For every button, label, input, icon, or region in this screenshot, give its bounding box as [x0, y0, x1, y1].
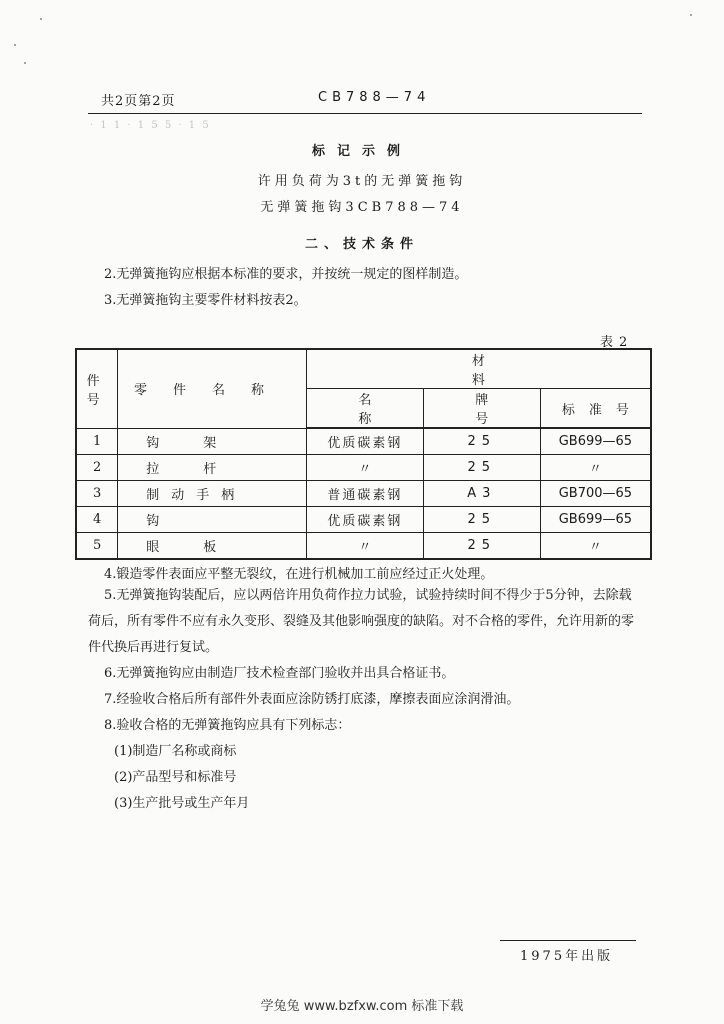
scan-speck [14, 44, 16, 46]
header-standard: 标准号 [540, 389, 651, 429]
cell-standard: GB699—65 [540, 507, 651, 533]
table-row [76, 507, 651, 533]
materials-table [75, 348, 652, 560]
cell-material: 优质碳素钢 [306, 507, 423, 533]
cell-standard: GB700—65 [540, 481, 651, 507]
header-part-name: 零件名称 [118, 349, 307, 428]
marking-item-1: (1)制造厂名称或商标 [114, 744, 237, 759]
header-material: 材料 [306, 349, 651, 389]
page-info: 共2页第2页 [101, 94, 176, 109]
standard-code-header: CB788—74 [318, 90, 431, 105]
table-label: 表2 [600, 335, 634, 350]
cell-part-no: 3 [76, 481, 118, 507]
scan-speck [690, 14, 692, 16]
cell-part-no: 4 [76, 507, 118, 533]
cell-standard: GB699—65 [540, 428, 651, 455]
cell-material: 优质碳素钢 [306, 428, 423, 455]
cell-grade: 25 [423, 533, 540, 560]
cell-grade: 25 [423, 428, 540, 455]
cell-part-no: 2 [76, 455, 118, 481]
example-line-2: 无弹簧拖钩3CB788—74 [260, 200, 464, 215]
table-row [76, 481, 651, 507]
clause-4: 4.锻造零件表面应平整无裂纹，在进行机械加工前应经过正火处理。 [104, 567, 494, 582]
cell-material: 〃 [306, 455, 423, 481]
clause-2: 2.无弹簧拖钩应根据本标准的要求，并按统一规定的图样制造。 [104, 267, 468, 282]
clause-6: 6.无弹簧拖钩应由制造厂技术检查部门验收并出具合格证书。 [104, 666, 455, 681]
section-title: 二、技术条件 [304, 237, 419, 252]
cell-part-name: 眼板 [118, 533, 307, 560]
example-line-1: 许用负荷为3t的无弹簧拖钩 [257, 174, 467, 189]
footer-watermark: 学兔兔 www.bzfxw.com 标准下载 [260, 999, 464, 1014]
clause-7: 7.经验收合格后所有部件外表面应涂防锈打底漆，摩擦表面应涂润滑油。 [104, 692, 520, 707]
header-rule [88, 113, 642, 114]
clause-5: 5.无弹簧拖钩装配后，应以两倍许用负荷作拉力试验，试验持续时间不得少于5分钟，去除载荷后，所有零件不应有永久变形、裂缝及其他影响强度的缺陷。对不合格的零件，允许用新的零件代换后再进行复试。 [88, 588, 635, 655]
cell-part-name: 制动手柄 [118, 481, 307, 507]
publication-year: 1975年出版 [520, 949, 614, 964]
table-row [76, 455, 651, 481]
cell-part-no: 1 [76, 428, 118, 455]
header-material-name: 名称 [306, 389, 423, 429]
faint-stamp: · 1 1 · 1 5 5 · 1 5 [90, 120, 211, 131]
clause-3: 3.无弹簧拖钩主要零件材料按表2。 [104, 293, 307, 308]
table-row [76, 533, 651, 560]
publication-rule [500, 940, 636, 941]
scan-speck [40, 18, 42, 20]
cell-grade: 25 [423, 507, 540, 533]
scan-speck [24, 62, 26, 64]
marking-item-3: (3)生产批号或生产年月 [114, 796, 250, 811]
marking-item-2: (2)产品型号和标准号 [114, 770, 237, 785]
cell-part-no: 5 [76, 533, 118, 560]
cell-part-name: 钩 [118, 507, 307, 533]
cell-standard: 〃 [540, 455, 651, 481]
header-grade: 牌号 [423, 389, 540, 429]
table-row [76, 428, 651, 455]
cell-grade: A3 [423, 481, 540, 507]
cell-grade: 25 [423, 455, 540, 481]
cell-part-name: 拉杆 [118, 455, 307, 481]
cell-standard: 〃 [540, 533, 651, 560]
cell-part-name: 钩架 [118, 428, 307, 455]
cell-material: 普通碳素钢 [306, 481, 423, 507]
example-title: 标记示例 [311, 144, 412, 159]
header-part-no: 件号 [76, 349, 118, 428]
clause-8: 8.验收合格的无弹簧拖钩应具有下列标志： [104, 718, 351, 733]
cell-material: 〃 [306, 533, 423, 560]
